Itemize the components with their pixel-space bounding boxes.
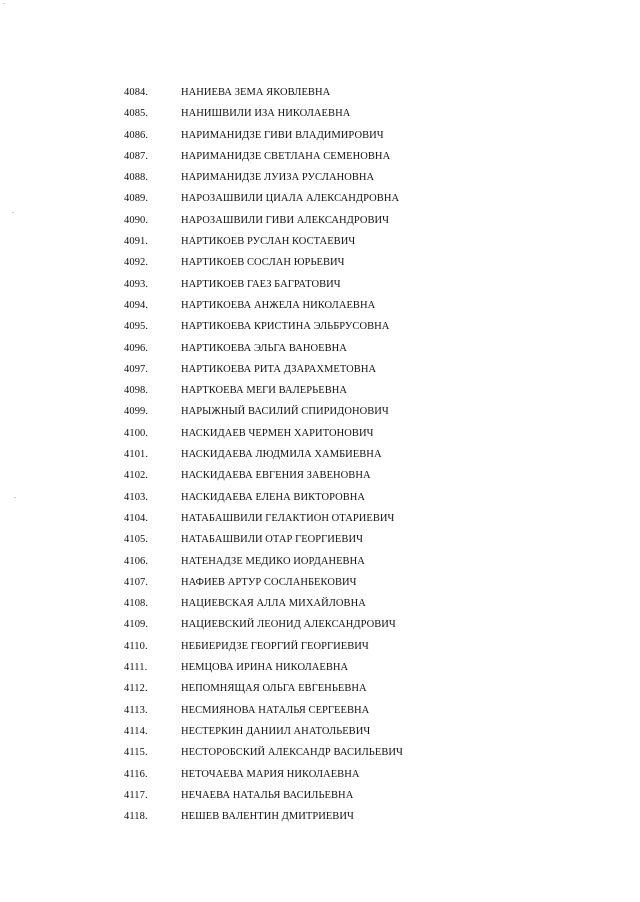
entry-number: 4114.: [124, 725, 148, 737]
person-name: НАРИМАНИДЗЕ ГИВИ ВЛАДИМИРОВИЧ: [181, 129, 384, 141]
list-item: [0, 742, 640, 763]
list-item: [0, 678, 640, 699]
list-item: [0, 423, 640, 444]
entry-number: 4112.: [124, 683, 148, 695]
person-name: НЕМЦОВА ИРИНА НИКОЛАЕВНА: [181, 662, 349, 674]
entry-number: 4108.: [124, 598, 149, 610]
person-name: НАРТИКОЕВА ЭЛЬГА ВАНОЕВНА: [181, 342, 347, 354]
person-name: НАНИШВИЛИ ИЗА НИКОЛАЕВНА: [181, 108, 351, 120]
entry-number: 4099.: [124, 406, 149, 418]
scan-artifact: [3, 3, 5, 4]
person-name: НАРТИКОЕВ СОСЛАН ЮРЬЕВИЧ: [181, 257, 345, 269]
entry-number: 4101.: [124, 449, 149, 461]
list-item: [0, 252, 640, 273]
person-name: НАТАБАШВИЛИ ГЕЛАКТИОН ОТАРИЕВИЧ: [181, 512, 395, 524]
entry-number: 4111.: [124, 662, 148, 674]
entry-number: 4092.: [124, 257, 149, 269]
list-item: [0, 487, 640, 508]
entry-number: 4109.: [124, 619, 149, 631]
list-item: [0, 572, 640, 593]
entry-number: 4100.: [124, 427, 149, 439]
person-name: НЕПОМНЯЩАЯ ОЛЬГА ЕВГЕНЬЕВНА: [181, 683, 367, 695]
list-item: [0, 657, 640, 678]
entry-number: 4103.: [124, 491, 149, 503]
list-item: [0, 401, 640, 422]
person-name: НАСКИДАЕВА ЕВГЕНИЯ ЗАВЕНОВНА: [181, 470, 371, 482]
entry-number: 4086.: [124, 129, 149, 141]
entry-number: 4087.: [124, 150, 149, 162]
person-name: НАРТКОЕВА МЕГИ ВАЛЕРЬЕВНА: [181, 385, 348, 397]
person-name: НАСКИДАЕВА ЕЛЕНА ВИКТОРОВНА: [181, 491, 366, 503]
person-name: НАНИЕВА ЗЕМА ЯКОВЛЕВНА: [181, 87, 331, 98]
list-item: [0, 125, 640, 146]
person-name: НАРТИКОЕВА РИТА ДЗАРАХМЕТОВНА: [181, 363, 377, 375]
list-item: [0, 82, 640, 103]
entry-number: 4094.: [124, 299, 149, 311]
list-item: [0, 380, 640, 401]
list-item: [0, 338, 640, 359]
name-list: [0, 82, 640, 827]
entry-number: 4089.: [124, 193, 149, 205]
entry-number: 4110.: [124, 640, 148, 652]
list-item: [0, 274, 640, 295]
person-name: НАСКИДАЕВ ЧЕРМЕН ХАРИТОНОВИЧ: [181, 427, 374, 439]
entry-number: 4098.: [124, 385, 149, 397]
entry-number: 4105.: [124, 534, 149, 546]
person-name: НАТАБАШВИЛИ ОТАР ГЕОРГИЕВИЧ: [181, 534, 363, 546]
person-name: НАФИЕВ АРТУР СОСЛАНБЕКОВИЧ: [181, 576, 357, 588]
list-item: [0, 529, 640, 550]
list-item: [0, 210, 640, 231]
person-name: НАРИМАНИДЗЕ ЛУИЗА РУСЛАНОВНА: [181, 172, 375, 184]
entry-number: 4117.: [124, 789, 148, 801]
list-item: [0, 295, 640, 316]
list-item: [0, 614, 640, 635]
person-name: НАЦИЕВСКИЙ ЛЕОНИД АЛЕКСАНДРОВИЧ: [181, 619, 396, 631]
person-name: НЕСМИЯНОВА НАТАЛЬЯ СЕРГЕЕВНА: [181, 704, 370, 716]
person-name: НЕСТЕРКИН ДАНИИЛ АНАТОЛЬЕВИЧ: [181, 725, 371, 737]
person-name: НЕСТОРОБСКИЙ АЛЕКСАНДР ВАСИЛЬЕВИЧ: [181, 747, 403, 759]
list-item: [0, 636, 640, 657]
list-item: [0, 167, 640, 188]
entry-number: 4104.: [124, 512, 149, 524]
person-name: НЕШЕВ ВАЛЕНТИН ДМИТРИЕВИЧ: [181, 811, 354, 823]
person-name: НЕБИЕРИДЗЕ ГЕОРГИЙ ГЕОРГИЕВИЧ: [181, 640, 369, 652]
list-item: [0, 231, 640, 252]
list-item: [0, 785, 640, 806]
person-name: НАРЫЖНЫЙ ВАСИЛИЙ СПИРИДОНОВИЧ: [181, 406, 389, 418]
list-item: [0, 806, 640, 827]
entry-number: 4090.: [124, 214, 149, 226]
person-name: НАЦИЕВСКАЯ АЛЛА МИХАЙЛОВНА: [181, 598, 366, 610]
list-item: [0, 103, 640, 124]
entry-number: 4113.: [124, 704, 148, 716]
person-name: НАСКИДАЕВА ЛЮДМИЛА ХАМБИЕВНА: [181, 449, 382, 461]
entry-number: 4102.: [124, 470, 149, 482]
list-item: [0, 551, 640, 572]
list-item: [0, 764, 640, 785]
list-item: [0, 359, 640, 380]
entry-number: 4115.: [124, 747, 148, 759]
list-item: [0, 316, 640, 337]
entry-number: 4096.: [124, 342, 149, 354]
person-name: НАРТИКОЕВА КРИСТИНА ЭЛЬБРУСОВНА: [181, 321, 390, 333]
person-name: НАРТИКОЕВ ГАЕЗ БАГРАТОВИЧ: [181, 278, 341, 290]
person-name: НАРТИКОЕВА АНЖЕЛА НИКОЛАЕВНА: [181, 299, 376, 311]
list-item: [0, 444, 640, 465]
entry-number: 4097.: [124, 363, 149, 375]
list-item: [0, 465, 640, 486]
person-name: НАРИМАНИДЗЕ СВЕТЛАНА СЕМЕНОВНА: [181, 150, 391, 162]
person-name: НАРОЗАШВИЛИ ГИВИ АЛЕКСАНДРОВИЧ: [181, 214, 390, 226]
entry-number: 4091.: [124, 236, 149, 248]
entry-number: 4116.: [124, 768, 148, 780]
list-item: [0, 188, 640, 209]
entry-number: 4084.: [124, 87, 149, 98]
list-item: [0, 508, 640, 529]
list-item: [0, 700, 640, 721]
entry-number: 4106.: [124, 555, 149, 567]
person-name: НАРТИКОЕВ РУСЛАН КОСТАЕВИЧ: [181, 236, 356, 248]
entry-number: 4095.: [124, 321, 149, 333]
entry-number: 4107.: [124, 576, 149, 588]
person-name: НАРОЗАШВИЛИ ЦИАЛА АЛЕКСАНДРОВНА: [181, 193, 400, 205]
list-item: [0, 593, 640, 614]
list-item: [0, 146, 640, 167]
entry-number: 4093.: [124, 278, 149, 290]
entry-number: 4088.: [124, 172, 149, 184]
person-name: НЕТОЧАЕВА МАРИЯ НИКОЛАЕВНА: [181, 768, 360, 780]
entry-number: 4118.: [124, 811, 148, 823]
person-name: НАТЕНАДЗЕ МЕДИКО ИОРДАНЕВНА: [181, 555, 365, 567]
list-item: [0, 721, 640, 742]
entry-number: 4085.: [124, 108, 149, 120]
person-name: НЕЧАЕВА НАТАЛЬЯ ВАСИЛЬЕВНА: [181, 789, 354, 801]
